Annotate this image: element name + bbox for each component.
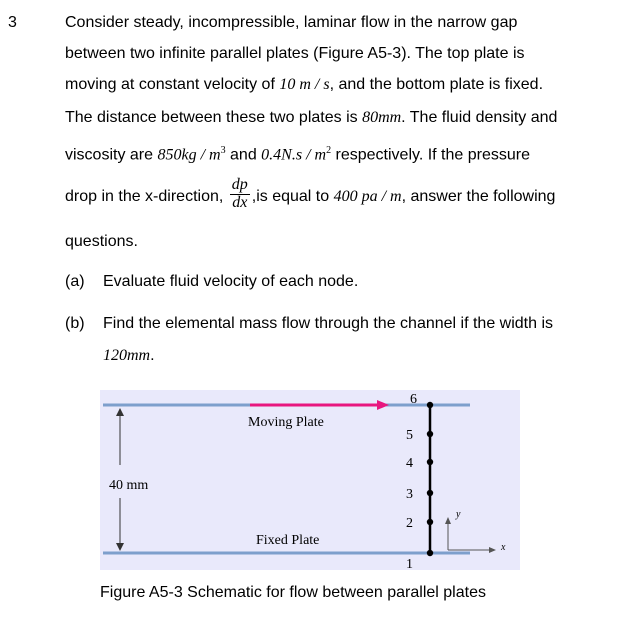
- part-b-text: Find the elemental mass flow through the channel if the width is: [103, 315, 554, 332]
- velocity-value: 10 m / s: [279, 76, 330, 93]
- part-a-text: Evaluate fluid velocity of each node.: [103, 273, 359, 290]
- pressure-drop-value: 400 pa / m: [333, 188, 402, 206]
- line6-post: , answer the following: [401, 188, 556, 206]
- node-4-label: 4: [406, 456, 413, 471]
- moving-plate-label: Moving Plate: [248, 415, 324, 430]
- fixed-plate-label: Fixed Plate: [256, 533, 320, 548]
- node-1-dot: [427, 550, 433, 556]
- part-b-end: .: [150, 347, 155, 364]
- line6-pre: drop in the x-direction,: [65, 188, 228, 206]
- line6-mid: ,is equal to: [251, 188, 334, 206]
- line3-post: , and the bottom plate is fixed.: [329, 76, 544, 93]
- node-6-label: 6: [410, 392, 417, 407]
- viscosity-value: 0.4N.s / m: [261, 146, 327, 164]
- question-line-1: Consider steady, incompressible, laminar flow in the narrow gap: [65, 14, 518, 31]
- line4-pre: The distance between these two plates is: [65, 109, 363, 126]
- gap-label: 40 mm: [109, 478, 149, 493]
- node-5-dot: [427, 431, 433, 437]
- line4-post: . The fluid density and: [401, 109, 558, 126]
- question-line-2: between two infinite parallel plates (Figure A5-3). The top plate is: [65, 45, 525, 62]
- part-b: [65, 315, 553, 333]
- question-line-7: questions.: [65, 233, 138, 250]
- pressure-gradient-fraction: [230, 177, 250, 211]
- distance-value: 80mm: [362, 109, 402, 126]
- part-b-label: (b): [65, 315, 85, 332]
- figure-caption: Figure A5-3 Schematic for flow between parallel plates: [100, 584, 486, 601]
- node-3-label: 3: [406, 487, 413, 502]
- y-axis-label: y: [456, 509, 461, 520]
- line5-mid: and: [225, 146, 262, 164]
- node-4-dot: [427, 459, 433, 465]
- question-number: 3: [8, 14, 17, 31]
- line3-pre: moving at constant velocity of: [65, 76, 280, 93]
- line5-post: respectively. If the pressure: [331, 146, 530, 164]
- question-line-5: [65, 145, 530, 164]
- fraction-numerator: dp: [231, 176, 248, 193]
- fraction-denominator: dx: [232, 194, 248, 211]
- node-2-dot: [427, 519, 433, 525]
- question-line-3: [65, 76, 543, 94]
- node-5-label: 5: [406, 428, 413, 443]
- node-3-dot: [427, 490, 433, 496]
- width-value: 120mm: [103, 347, 151, 364]
- density-value: 850kg / m: [157, 146, 221, 164]
- question-line-4: [65, 109, 557, 127]
- part-a-label: (a): [65, 273, 85, 290]
- viscosity-exponent: 2: [326, 145, 332, 156]
- parallel-plates-figure: [100, 390, 520, 570]
- part-a: [65, 273, 358, 291]
- question-line-6: [65, 176, 556, 214]
- node-6-dot: [427, 402, 433, 408]
- x-axis-label: x: [501, 542, 506, 553]
- line5-pre: viscosity are: [65, 146, 158, 164]
- part-b-width: [103, 347, 155, 365]
- density-exponent: 3: [220, 145, 226, 156]
- node-2-label: 2: [406, 516, 413, 531]
- node-1-label: 1: [406, 557, 413, 570]
